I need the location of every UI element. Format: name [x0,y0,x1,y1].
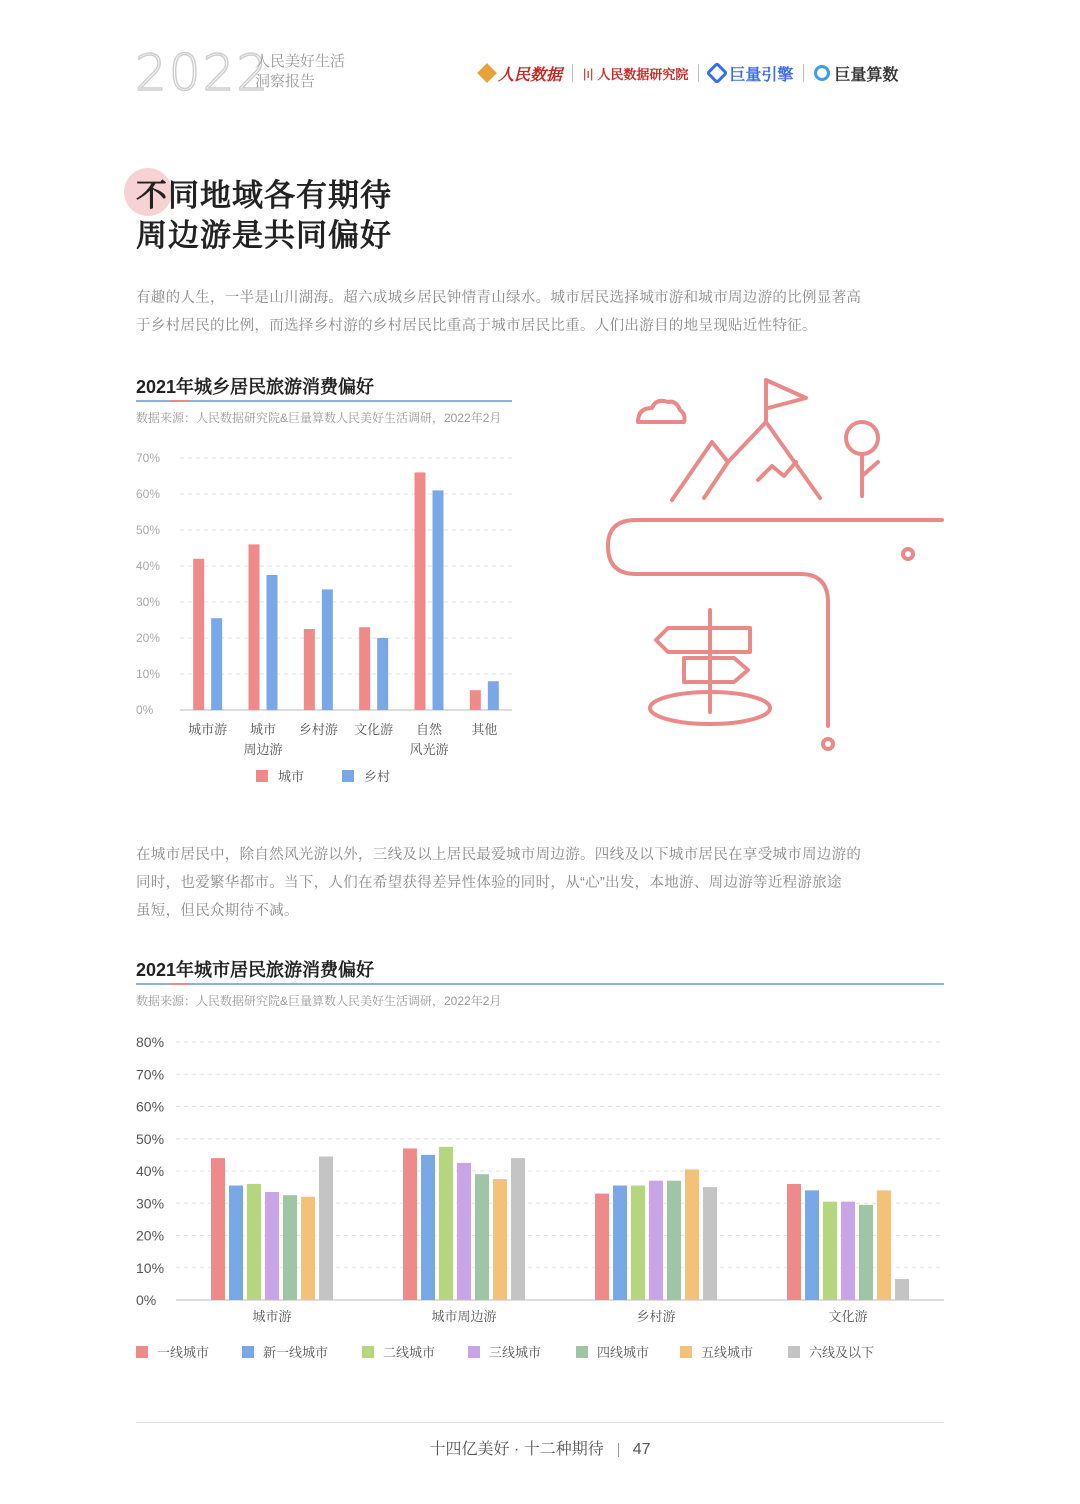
bar-五线城市 [877,1190,891,1300]
y-tick-label: 30% [136,595,161,609]
y-tick-label: 10% [136,667,161,681]
bar-一线城市 [211,1158,225,1300]
section-title-line-1: 不同地域各有期待 [136,178,392,213]
bar-三线城市 [649,1181,663,1300]
legend-label: 一线城市 [157,1345,210,1360]
bar-五线城市 [685,1169,699,1300]
bar-城市 [193,559,204,710]
footer-text: 十四亿美好 · 十二种期待 [429,1441,604,1458]
chart1-svg [130,440,520,800]
bar-一线城市 [403,1148,417,1300]
report-subtitle [255,52,345,92]
footer-separator [618,1443,619,1457]
ocean-engine-icon [706,62,729,85]
x-tick-label: 自然 [415,722,443,737]
legend-label: 四线城市 [597,1345,650,1360]
subtitle-line-2: 洞察报告 [255,73,316,90]
chart2-source: 数据来源：人民数据研究院&巨量算数人民美好生活调研，2022年2月 [136,994,502,1008]
y-tick-label: 40% [136,559,161,573]
bar-城市 [359,627,370,710]
bar-四线城市 [859,1205,873,1300]
legend-swatch [242,1346,254,1358]
subtitle-line-1: 人民美好生活 [255,53,346,70]
x-tick-label: 城市周边游 [431,1309,497,1324]
legend-label: 三线城市 [489,1345,542,1360]
y-tick-label: 40% [136,1163,165,1179]
legend-swatch [362,1346,374,1358]
bar-三线城市 [841,1202,855,1300]
x-tick-label: 文化游 [354,722,394,737]
x-tick-label: 周边游 [243,742,283,757]
bar-五线城市 [493,1179,507,1300]
chart2-svg [130,1025,950,1370]
footer-divider [136,1422,944,1423]
bar-三线城市 [457,1163,471,1300]
city-line-2: 同时，也爱繁华都市。当下，人们在希望获得差异性体验的同时，从“心”出发，本地游、周边游等近程游旅途 [136,875,842,891]
bar-二线城市 [247,1184,261,1300]
bar-城市 [470,690,481,710]
y-tick-label: 20% [136,1227,165,1244]
bar-二线城市 [631,1186,645,1300]
chart1-rule-mark [170,400,190,402]
bar-一线城市 [595,1194,609,1300]
sign-right-arrow [684,658,748,682]
footer [0,1436,1080,1459]
bar-四线城市 [283,1195,297,1300]
chart2-title: 2021年城市居民旅游消费偏好 [136,960,375,980]
chart1-source: 数据来源：人民数据研究院&巨量算数人民美好生活调研，2022年2月 [136,411,502,425]
bar-二线城市 [823,1202,837,1300]
chart1-rule [136,400,512,402]
bar-六线及以下 [895,1279,909,1300]
legend-swatch [576,1346,588,1358]
road-path [608,520,942,726]
bar-三线城市 [265,1192,279,1300]
legend-label: 城市 [278,769,305,784]
legend-swatch [468,1346,480,1358]
legend-swatch [788,1346,800,1358]
y-tick-label: 60% [136,1098,165,1115]
legend-label: 五线城市 [701,1345,754,1360]
chart2-rule [136,983,944,985]
legend-swatch [136,1346,148,1358]
legend-label: 新一线城市 [263,1345,329,1360]
x-tick-label: 乡村游 [298,722,338,737]
bar-二线城市 [439,1147,453,1300]
bar-乡村 [322,589,333,710]
bar-乡村 [488,681,499,710]
city-line-3: 虽短，但民众期待不减。 [136,903,299,919]
logo-separator [572,64,573,82]
bar-乡村 [377,638,388,710]
chart1-title: 2021年城乡居民旅游消费偏好 [136,377,375,397]
bar-四线城市 [667,1181,681,1300]
bar-五线城市 [301,1197,315,1300]
dot-icon [903,549,913,559]
sign-left-arrow [656,628,750,652]
flag-icon [766,380,806,422]
bar-六线及以下 [511,1158,525,1300]
bar-一线城市 [787,1184,801,1300]
intro-paragraph [136,284,946,340]
bar-城市 [249,544,260,710]
x-tick-label: 文化游 [828,1309,868,1324]
x-tick-label: 城市游 [188,722,228,737]
chart2-rule-mark [170,983,190,985]
diamond-icon [477,63,497,83]
bar-城市 [304,629,315,710]
x-tick-label: 其他 [471,722,498,737]
bar-六线及以下 [319,1156,333,1300]
travel-illustration [600,370,950,760]
tree-trunk [862,454,878,496]
bar-乡村 [211,618,222,710]
soundwave-icon: |ı| [583,65,594,81]
legend-label: 乡村 [364,769,391,784]
logo-ocean-engine: 巨量引擎 [709,62,793,85]
legend-label: 二线城市 [383,1345,436,1360]
bar-新一线城市 [229,1186,243,1300]
legend-swatch [342,770,354,782]
city-line-1: 在城市居民中，除自然风光游以外，三线及以上居民最爱城市周边游。四线及以下城市居民在享受城市周边游的 [136,847,862,863]
bar-新一线城市 [613,1186,627,1300]
dot-icon [823,739,833,749]
report-year: 2022 [135,44,271,102]
y-tick-label: 10% [136,1259,165,1276]
y-tick-label: 80% [136,1034,165,1050]
section-title-line-2: 周边游是共同偏好 [136,218,392,253]
bar-乡村 [433,490,444,710]
bar-城市 [415,472,426,710]
y-tick-label: 50% [136,523,161,537]
page-number: 47 [632,1441,651,1458]
city-paragraph [136,841,946,925]
y-tick-label: 0% [136,1292,157,1308]
mountain-ridge [704,462,728,498]
mountain-icon [672,422,820,500]
bar-六线及以下 [703,1187,717,1300]
x-tick-label: 城市游 [252,1309,292,1324]
intro-line-1: 有趣的人生，一半是山川湖海。超六成城乡居民钟情青山绿水。城市居民选择城市游和城市周边游的比例显著高 [136,290,862,306]
legend-swatch [256,770,268,782]
snow-line [758,462,796,480]
logo-separator [803,64,804,82]
intro-line-2: 于乡村居民的比例，而选择乡村游的乡村居民比重高于城市居民比重。人们出游目的地呈现贴近性特征。 [136,318,817,334]
x-tick-label: 风光游 [409,742,449,757]
y-tick-label: 70% [136,1066,165,1083]
tree-icon [846,422,878,454]
bar-四线城市 [475,1174,489,1300]
bar-新一线城市 [805,1190,819,1300]
logo-people-data-institute: |ı| 人民数据研究院 [583,65,689,82]
section-title [136,176,392,256]
suanshu-icon [814,65,830,81]
legend-label: 六线及以下 [809,1345,875,1360]
logo-ocean-suanshu: 巨量算数 [814,62,898,85]
y-tick-label: 50% [136,1130,165,1147]
y-tick-label: 70% [136,451,161,465]
cloud-icon [638,401,685,422]
y-tick-label: 30% [136,1195,165,1212]
bar-乡村 [267,575,278,710]
y-tick-label: 60% [136,487,161,501]
y-tick-label: 20% [136,631,161,645]
x-tick-label: 乡村游 [636,1309,676,1324]
logo-people-data: 人民数据 [480,62,562,85]
partner-logos [480,58,898,88]
x-tick-label: 城市 [249,722,277,737]
y-tick-label: 0% [136,703,154,717]
bar-新一线城市 [421,1155,435,1300]
logo-separator [698,64,699,82]
legend-swatch [680,1346,692,1358]
